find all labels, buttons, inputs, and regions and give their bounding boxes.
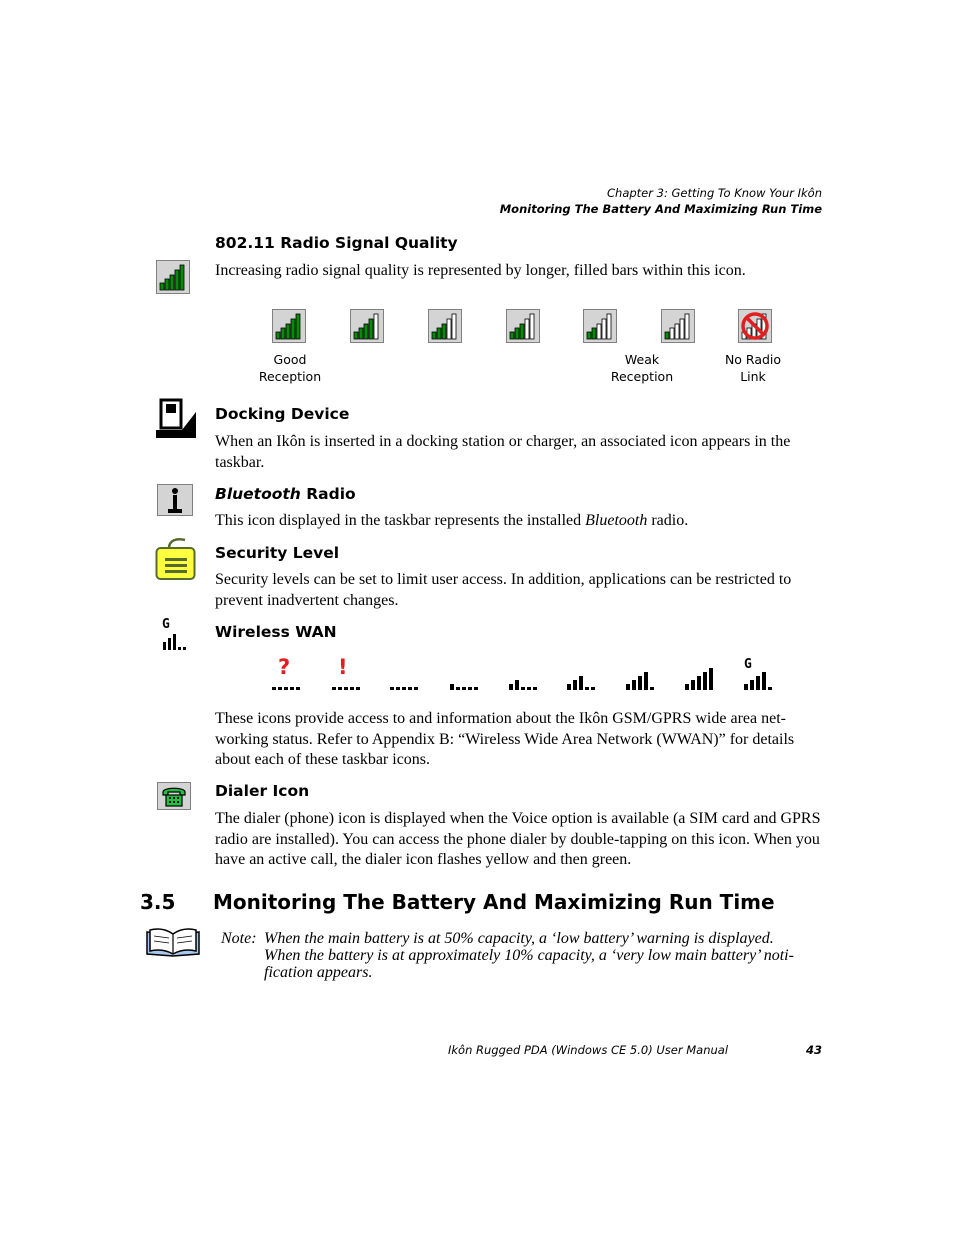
wwan-bar <box>756 676 760 690</box>
signal-bar <box>432 332 436 339</box>
wwan-bar <box>638 676 642 690</box>
radio-level-icon <box>506 309 540 343</box>
question-mark: ? <box>278 655 291 679</box>
signal-bar <box>437 328 441 339</box>
section-title: Monitoring The Battery And Maximizing Run Time <box>213 890 775 914</box>
radio-level-icon <box>661 309 695 343</box>
radio-text: Increasing radio signal quality is represented by longer, filled bars within this icon. <box>215 262 746 279</box>
wwan-bar <box>456 687 460 690</box>
gprs-g-label: G <box>744 657 752 672</box>
wwan-bar <box>585 687 589 690</box>
wwan-bar <box>272 687 276 690</box>
signal-bar <box>296 314 300 339</box>
caption-weak-reception: Weak Reception <box>610 352 674 384</box>
docking-text: When an Ikôn is inserted in a docking station or charger, an associated icon appears in the taskbar. <box>215 433 791 471</box>
wwan-bar <box>579 676 583 690</box>
signal-bar <box>510 332 514 339</box>
wwan-bar <box>691 680 695 690</box>
wwan-bar <box>632 680 636 690</box>
dialer-text: The dialer (phone) icon is displayed when the Voice option is available (a SIM card and GPRS radio are installed). You can access the phone dialer by double-tapping on this icon. When you have an active call, the dialer icon flashes yellow and then green. <box>215 810 821 868</box>
wwan-status-icon <box>507 656 541 692</box>
wwan-bar <box>685 684 689 690</box>
wwan-bar <box>703 672 707 690</box>
signal-bar <box>665 332 669 339</box>
wwan-bar <box>462 687 466 690</box>
wwan-bar <box>284 687 288 690</box>
wwan-bar <box>350 687 354 690</box>
wwan-bar <box>290 687 294 690</box>
signal-bar <box>685 314 689 339</box>
open-book-icon <box>144 926 202 958</box>
section-number: 3.5 <box>140 890 176 914</box>
page-number: 43 <box>806 1043 823 1057</box>
wwan-bar <box>697 676 701 690</box>
docking-title: Docking Device <box>215 405 350 423</box>
signal-bar <box>515 328 519 339</box>
wwan-status-icon <box>388 656 422 692</box>
docking-device-icon <box>156 398 196 438</box>
no-radio-link-icon <box>738 309 772 343</box>
signal-bar <box>447 319 451 339</box>
wwan-status-icon <box>683 656 717 692</box>
wwan-bar <box>402 687 406 690</box>
radio-signal-icon <box>156 260 190 294</box>
wwan-bar <box>332 687 336 690</box>
bluetooth-text: This icon displayed in the taskbar represents the installed Bluetooth radio. <box>215 512 689 529</box>
wwan-bar <box>356 687 360 690</box>
wireless-wan-icon: G <box>161 618 195 652</box>
wwan-bar <box>650 687 654 690</box>
signal-bar <box>354 332 358 339</box>
footer-title: Ikôn Rugged PDA (Windows CE 5.0) User Manual <box>448 1043 729 1057</box>
note-line-2: When the battery is at approximately 10% capacity, a ‘very low main battery’ noti- <box>264 947 794 964</box>
wwan-bar <box>338 687 342 690</box>
wwan-bar <box>709 668 713 690</box>
signal-bar <box>291 319 295 339</box>
signal-bar <box>276 332 280 339</box>
signal-bar <box>364 324 368 339</box>
signal-bar <box>675 324 679 339</box>
dialer-phone-icon <box>157 782 191 810</box>
wwan-bar <box>762 672 766 690</box>
wwan-bar <box>474 687 478 690</box>
wwan-bar <box>626 684 630 690</box>
wwan-status-icon <box>565 656 599 692</box>
signal-bar <box>602 319 606 339</box>
signal-bar <box>442 324 446 339</box>
wwan-status-icon <box>448 656 482 692</box>
signal-bar <box>530 314 534 339</box>
dialer-title: Dialer Icon <box>215 782 310 800</box>
wwan-bar <box>509 684 513 690</box>
wwan-status-icon <box>270 656 304 692</box>
wwan-bar <box>278 687 282 690</box>
signal-bar <box>525 319 529 339</box>
signal-bar <box>520 324 524 339</box>
note-label: Note: <box>221 930 257 947</box>
signal-bar <box>281 328 285 339</box>
wwan-title: Wireless WAN <box>215 623 337 641</box>
wwan-bar <box>533 687 537 690</box>
signal-bar <box>587 332 591 339</box>
wwan-status-icon <box>330 656 364 692</box>
wwan-bar <box>527 687 531 690</box>
caption-no-radio-link: No Radio Link <box>724 352 782 384</box>
wwan-bar <box>567 684 571 690</box>
header-section: Monitoring The Battery And Maximizing Run Time <box>499 202 822 216</box>
wwan-bar <box>396 687 400 690</box>
wwan-bar <box>644 672 648 690</box>
wwan-status-icon <box>624 656 658 692</box>
radio-level-icon <box>350 309 384 343</box>
security-title: Security Level <box>215 544 340 562</box>
caption-good-reception: Good Reception <box>258 352 322 384</box>
signal-bar <box>374 314 378 339</box>
signal-bar <box>359 328 363 339</box>
bluetooth-icon <box>157 484 193 516</box>
wwan-text: These icons provide access to and information about the Ikôn GSM/GPRS wide area net-working status. Refer to Appendix B: “Wireless Wide Area Network (WWAN)” for details about each of these taskbar icons. <box>215 710 795 768</box>
radio-title: 802.11 Radio Signal Quality <box>215 234 458 252</box>
header-chapter: Chapter 3: Getting To Know Your Ikôn <box>607 186 822 200</box>
signal-bar <box>670 328 674 339</box>
wwan-bar <box>744 684 748 690</box>
signal-bar <box>597 324 601 339</box>
wwan-bar <box>414 687 418 690</box>
wwan-status-icon <box>742 656 776 692</box>
bluetooth-title: Bluetooth Radio <box>215 485 356 503</box>
radio-level-icon <box>428 309 462 343</box>
exclamation-mark: ! <box>338 655 348 679</box>
wwan-bar <box>521 687 525 690</box>
wwan-bar <box>573 680 577 690</box>
wwan-bar <box>390 687 394 690</box>
wwan-bar <box>344 687 348 690</box>
signal-bar <box>592 328 596 339</box>
radio-level-icon <box>583 309 617 343</box>
note-line-1: When the main battery is at 50% capacity, a ‘low battery’ warning is displayed. <box>264 930 774 947</box>
wwan-bar <box>408 687 412 690</box>
radio-level-icon <box>272 309 306 343</box>
signal-bar <box>286 324 290 339</box>
wwan-bar <box>591 687 595 690</box>
wwan-bar <box>468 687 472 690</box>
wwan-bar <box>768 687 772 690</box>
note-line-3: fication appears. <box>264 964 373 981</box>
wwan-bar <box>750 680 754 690</box>
signal-bar <box>452 314 456 339</box>
signal-bar <box>607 314 611 339</box>
security-text: Security levels can be set to limit user access. In addition, applications can be restricted to prevent inadvertent changes. <box>215 571 792 609</box>
wwan-bar <box>515 680 519 690</box>
wwan-bar <box>296 687 300 690</box>
security-level-icon <box>155 536 197 582</box>
signal-bar <box>680 319 684 339</box>
wwan-bar <box>450 684 454 690</box>
signal-bar <box>369 319 373 339</box>
